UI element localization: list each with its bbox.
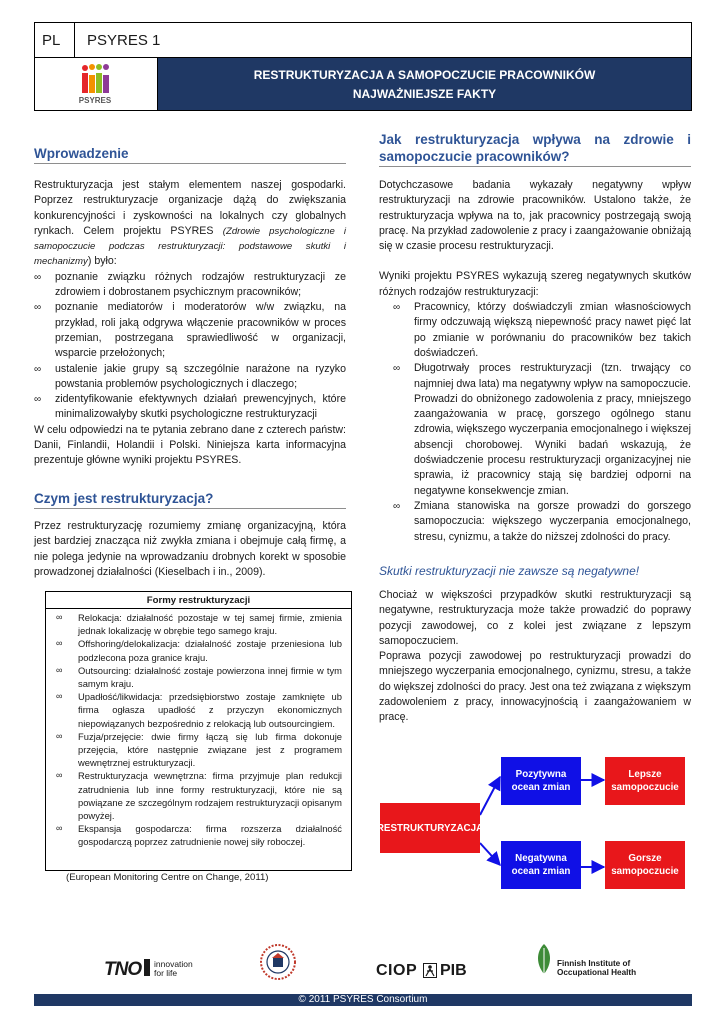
infinity-bullet-icon: ∞ [56,823,63,834]
tno-tagline [154,960,193,978]
tno-divider [144,959,150,976]
fioh-leaf-icon [534,942,554,978]
positive-p2: Poprawa pozycji zawodowej po restrukturyzacji prowadzi do mniejszego wyczerpania emocjonalnego, cynizmu, stresu, a także do większej zdolności do pracy. Jest ona też związana z większym zadowoleniem z pracy, innowacyjnością i zaangażowaniem w pracę. [379,650,691,724]
infinity-bullet-icon: ∞ [34,394,42,406]
flow-positive-line1: Pozytywna [515,769,567,780]
intro-p1-italic: (Zdrowie psychologiczne i samopoczucie podczas restrukturyzacji: podstawowe skutki i mechanizmy [34,225,346,268]
intro-p1: Restrukturyzacja jest stałym elementem naszej gospodarki. Poprzez restrukturyzacje organizacje dążą do zwiększania konkurencyjności i zyskowności na lokalnych czy globalnych rynkach. Celem projektu PSYRES [34,179,346,237]
flow-negative [501,841,581,889]
list-item: ∞ Pracownicy, którzy doświadczyli zmian własnościowych firmy odczuwają większą niepewność pracy nawet pięć lat po zmianie w porównaniu do pracowników bez takich doświadczeń. [393,301,691,359]
intro-p1-end: ) było: [87,255,117,268]
flow-worse-line1: Gorsze [628,853,662,864]
flow-negative-line2: ocean zmian [511,866,571,877]
flow-positive-line2: ocean zmian [511,782,571,793]
logo-text: PSYRES [78,96,112,105]
positive-text [379,588,691,726]
list-item: ∞ Zmiana stanowiska na gorsze prowadzi do gorszego samopoczucia: większego wyczerpania emocjonalnego, stresu, cynizmu, a także do niższej zdolności do pracy. [393,499,691,543]
list-item: ∞ Ekspansja gospodarcza: firma rozszerza działalność gospodarczą poprzez zatrudnienie nowej siły roboczej. [56,823,342,848]
flow-worse-line2: samopoczucie [611,866,679,877]
infinity-bullet-icon: ∞ [393,302,401,314]
infinity-bullet-icon: ∞ [56,638,63,649]
university-seal-icon [258,942,298,984]
forms-title: Formy restrukturyzacji [46,592,351,609]
infinity-bullet-icon: ∞ [56,664,63,675]
list-item: ∞ poznanie mediatorów i moderatorów w/w związku, na przykład, roli jaką odgrywa włączenie pracowników w proces przemian, postrzegana sprawiedliwość w organizacji, wsparcie przełożonych; [34,301,346,360]
flow-better-line2: samopoczucie [611,782,679,793]
infinity-bullet-icon: ∞ [34,363,42,375]
header-title [158,58,691,110]
psyres-logo [35,58,158,110]
document-code: PSYRES 1 [87,32,161,49]
forms-list [46,609,351,849]
arrow-to-positive [480,777,500,815]
health-rule [379,166,691,167]
fioh-text-1: Finnish Institute of [557,959,631,968]
ciop-pib-logo [376,942,476,987]
fioh-text [557,959,636,977]
forms-source: (European Monitoring Centre on Change, 2011) [66,872,269,883]
infinity-bullet-icon: ∞ [34,302,42,314]
list-item: ∞ poznanie związku różnych rodzajów restrukturyzacji ze zdrowiem i dobrostanem psychicznym pracowników; [34,270,346,299]
fioh-text-2: Occupational Health [557,968,637,977]
list-item: ∞ Fuzja/przejęcie: dwie firmy łączą się lub firma dokonuje przejęcia, które następnie związane jest z programem wewnętrznej estrukturyzacji. [56,730,342,769]
what-p1: Przez restrukturyzację rozumiemy zmianę organizacyjną, która jest bardziej znacząca niż zwykła zmiana i obejmuje całą firmę, a nie polega jedynie na wprowadzaniu drobnych korekt w sposobie prowadzonej działalności (Kieselbach i in., 2009). [34,520,346,578]
what-rule [34,508,346,509]
tno-logo-text: TNO [104,959,142,980]
health-heading: Jak restrukturyzacja wpływa na zdrowie i samopoczucie pracowników? [379,132,691,164]
list-item: ∞ Offshoring/delokalizacja: działalność zostaje przeniesiona lub podzlecona poza granice kraju. [56,638,342,663]
what-heading: Czym jest restrukturyzacja? [34,491,214,506]
flow-positive [501,757,581,805]
forms-box [45,591,352,871]
health-bullets [379,300,691,545]
list-item: ∞ Długotrwały proces restrukturyzacji (tzn. trwający co najmniej dwa lata) ma negatywny wpływ na samopoczucie. Prowadzi do obniżonego zadowolenia z pracy, mniejszego zaangażowania w pracę, gorszego ogólnego stanu zdrowia, większego wyczerpania emocjonalnego i większej absencji chorobowej. Wyniki badań wskazują, że doświadczenie procesu restrukturyzacji organizacyjnej nie sprawia, iż pracownicy stają się bardziej odporni na negatywne konsekwencje zmian. [393,362,691,497]
infinity-bullet-icon: ∞ [56,691,63,702]
positive-heading: Skutki restrukturyzacji nie zawsze są negatywne! [379,564,640,578]
header-title-line1: RESTRUKTURYZACJA A SAMOPOCZUCIE PRACOWNIKÓW [253,68,596,82]
list-item: ∞ zidentyfikowanie efektywnych działań prewencyjnych, które minimalizowałyby skutki psychologiczne restrukturyzacji [34,393,346,421]
intro-heading: Wprowadzenie [34,146,129,161]
header-top-row [35,23,691,58]
list-item: ∞ Restrukturyzacja wewnętrzna: firma przyjmuje plan redukcji zatrudnienia lub inne formy restrukturyzacji, które nie są powiązane ze szczególnym rodzajem restrukturyzacji opisanym powyżej. [56,770,342,822]
flow-worse [605,841,685,889]
ciop-person-icon [423,963,437,978]
flow-better [605,757,685,805]
language-code: PL [35,23,75,58]
health-p2: Wyniki projektu PSYRES wykazują szereg negatywnych skutków różnych rodzajów restrukturyzacji: [379,270,691,298]
infinity-bullet-icon: ∞ [56,770,63,781]
list-item: ∞ Upadłość/likwidacja: przedsiębiorstwo zostaje zamknięte ub firma ogłasza upadłość z przyczyn ekonomicznych niepowiązanych bezpośrednio z relokacją lub outsourcingiem. [56,691,342,729]
health-text [379,178,691,545]
university-seal [258,942,298,987]
list-item: ∞ Outsourcing: działalność zostaje powierzona innej firmie w tym samym kraju. [56,664,342,690]
fioh-logo [534,942,694,987]
list-item: ∞ Relokacja: działalność pozostaje w tej samej firmie, zmienia jednak lokalizację w obrębie tego samego kraju. [56,612,342,637]
tno-tagline-2: for life [154,968,178,978]
ciop-text: CIOP [376,962,418,979]
pib-text: PIB [440,962,467,979]
footer: © 2011 PSYRES Consortium [34,994,692,1006]
flow-restructuring-label: RESTRUKTURYZACJA [376,822,484,834]
header-title-line2: NAJWAŻNIEJSZE FAKTY [352,87,497,101]
infinity-bullet-icon: ∞ [34,271,42,283]
list-item: ∞ ustalenie jakie grupy są szczególnie narażone na ryzyko powstania problemów psychologicznych i dlaczego; [34,362,346,390]
psyres-logo-icon [35,58,158,110]
arrow-to-negative [480,843,500,865]
header [34,22,692,111]
health-p1: Dotychczasowe badania wykazały negatywny wpływ restrukturyzacji na zdrowie pracowników. Ustalono także, że restrukturyzacja wpływa na to, jak pracownicy postrzegają swoją pracę. Na przykład zadowolenie z pracy i zaangażowanie obniżają się w czasie procesu restrukturyzacji. [379,179,691,253]
intro-p2: W celu odpowiedzi na te pytania zebrano dane z czterech państw: Danii, Finlandii, Holandii i Polski. Niniejsza karta informacyjna prezentuje główne wyniki projektu PSYRES. [34,423,346,467]
flow-better-line1: Lepsze [628,769,662,780]
tno-logo [104,942,204,987]
intro-rule [34,163,346,164]
flow-restructuring [376,803,484,853]
infinity-bullet-icon: ∞ [393,500,401,512]
tno-tagline-1: innovation [154,959,193,969]
infinity-bullet-icon: ∞ [393,363,401,375]
intro-bullets [34,270,346,423]
infinity-bullet-icon: ∞ [56,730,63,741]
infinity-bullet-icon: ∞ [56,612,63,622]
flow-negative-line1: Negatywna [515,853,567,864]
intro-text [34,178,346,469]
positive-p1: Chociaż w większości przypadków skutki restrukturyzacji są negatywne, restrukturyzacja może także prowadzić do poprawy pozycji zawodowej, co z kolei jest związane z lepszym samopoczuciem. [379,589,691,647]
